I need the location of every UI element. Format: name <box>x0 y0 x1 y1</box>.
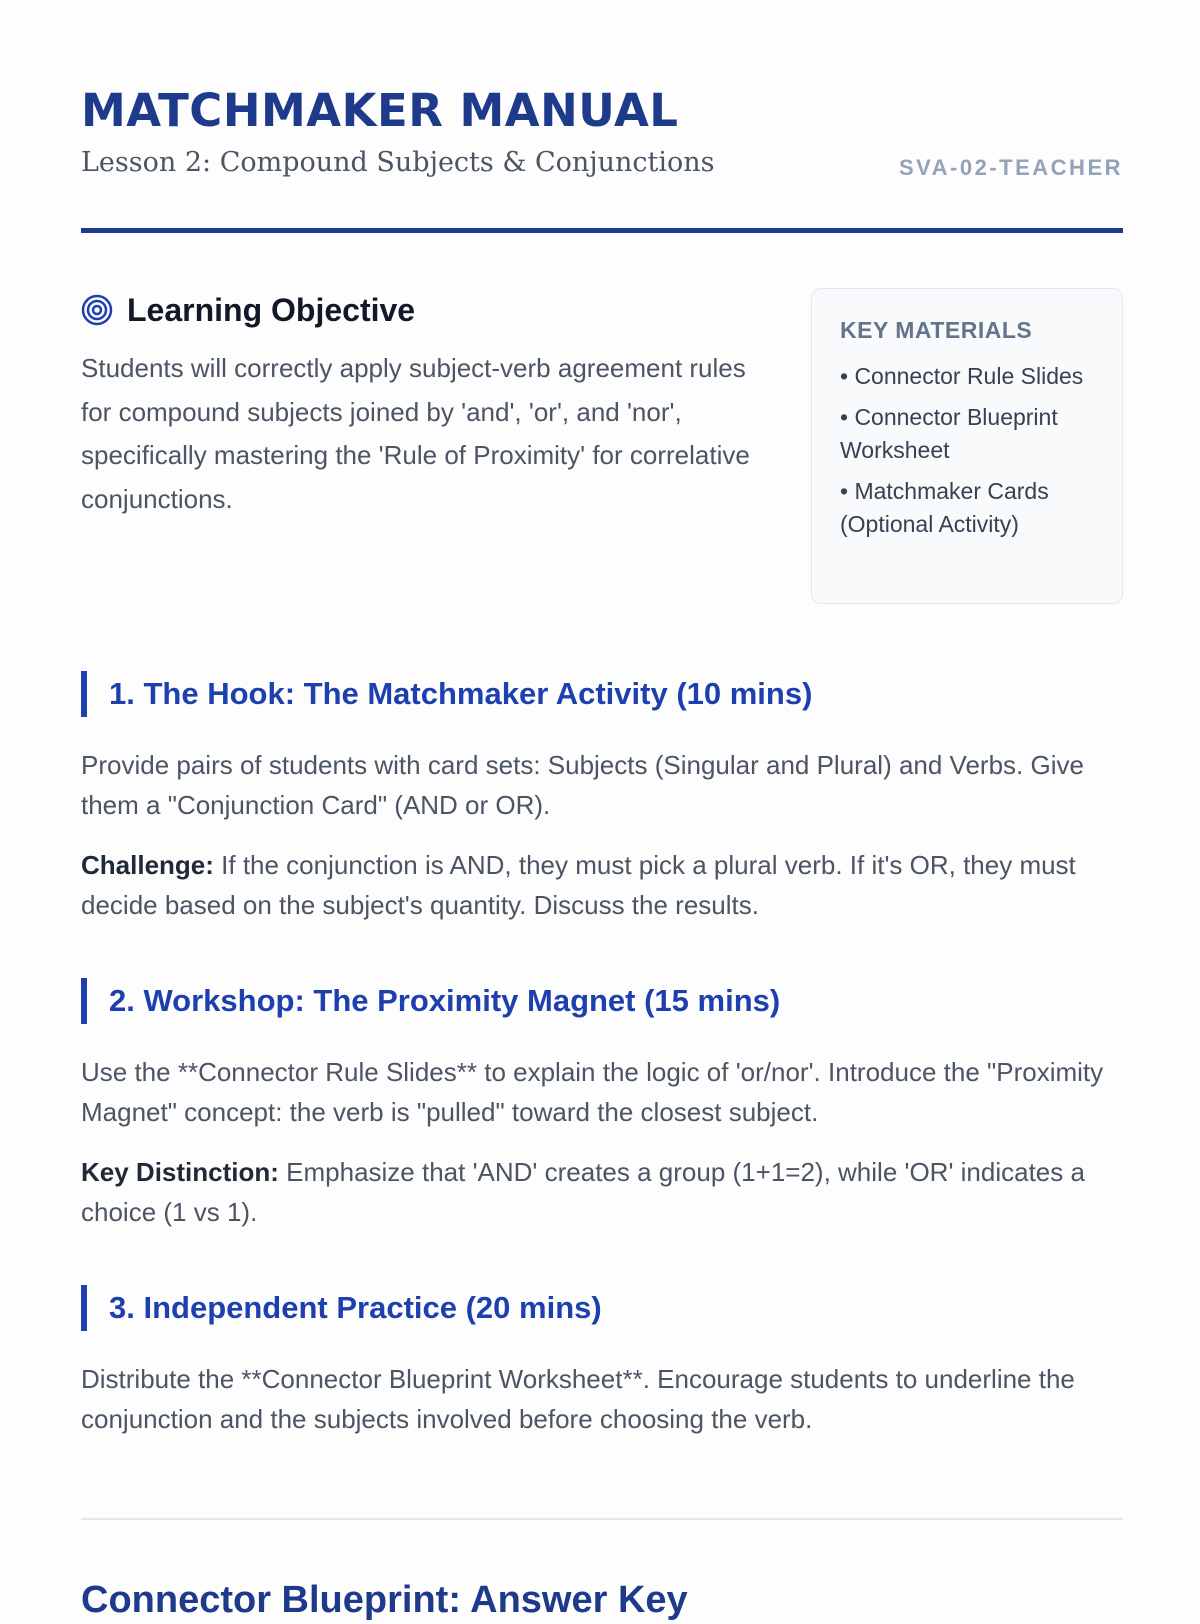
document-code: SVA-02-TEACHER <box>898 155 1123 180</box>
list-item: • Matchmaker Cards (Optional Activity) <box>840 478 1049 537</box>
document-subtitle: Lesson 2: Compound Subjects & Conjunctions <box>81 147 715 178</box>
section-paragraph <box>81 845 1123 925</box>
key-distinction-label: Key Distinction: <box>81 1157 279 1187</box>
target-icon <box>81 294 113 326</box>
section-divider <box>81 1518 1123 1520</box>
key-materials-list <box>840 360 1094 541</box>
key-materials-box <box>811 288 1123 604</box>
section-paragraph: Provide pairs of students with card sets: Subjects (Singular and Plural) and Verbs. Give them a "Conjunction Card" (AND or OR). <box>81 750 1084 820</box>
document-title: MATCHMAKER MANUAL <box>81 84 679 137</box>
objective-title: Learning Objective <box>127 291 416 328</box>
answer-key-title: Connector Blueprint: Answer Key <box>81 1579 688 1621</box>
section-workshop <box>81 978 1123 1232</box>
lesson-page <box>81 0 1123 1621</box>
section-practice <box>81 1285 1123 1439</box>
document-header <box>81 0 1123 234</box>
list-item: • Connector Rule Slides <box>840 363 1084 389</box>
challenge-label: Challenge: <box>81 850 214 880</box>
section-heading: 3. Independent Practice (20 mins) <box>81 1285 1123 1331</box>
learning-objective <box>81 288 771 521</box>
key-distinction-text: Emphasize that 'AND' creates a group (1+1=2), while 'OR' indicates a choice (1 vs 1). <box>81 1157 1085 1227</box>
section-paragraph: Use the **Connector Rule Slides** to explain the logic of 'or/nor'. Introduce the "Proximity Magnet" concept: the verb is "pulled" toward the closest subject. <box>81 1057 1104 1127</box>
section-heading: 2. Workshop: The Proximity Magnet (15 mins) <box>81 978 1123 1024</box>
section-paragraph: Distribute the **Connector Blueprint Worksheet**. Encourage students to underline the conjunction and the subjects involved before choosing the verb. <box>81 1364 1075 1434</box>
section-hook <box>81 671 1123 925</box>
header-divider <box>81 228 1123 233</box>
objective-heading <box>81 288 771 332</box>
key-materials-title: KEY MATERIALS <box>840 317 1033 343</box>
challenge-text: If the conjunction is AND, they must pick a plural verb. If it's OR, they must decide based on the subject's quantity. Discuss the results. <box>81 850 1076 920</box>
section-paragraph <box>81 1152 1123 1232</box>
section-heading: 1. The Hook: The Matchmaker Activity (10 mins) <box>81 671 1123 717</box>
objective-text: Students will correctly apply subject-verb agreement rules for compound subjects joined by 'and', 'or', and 'nor', specifically mastering the 'Rule of Proximity' for correlative conjunctions. <box>81 353 750 514</box>
list-item: • Connector Blueprint Worksheet <box>840 404 1058 463</box>
